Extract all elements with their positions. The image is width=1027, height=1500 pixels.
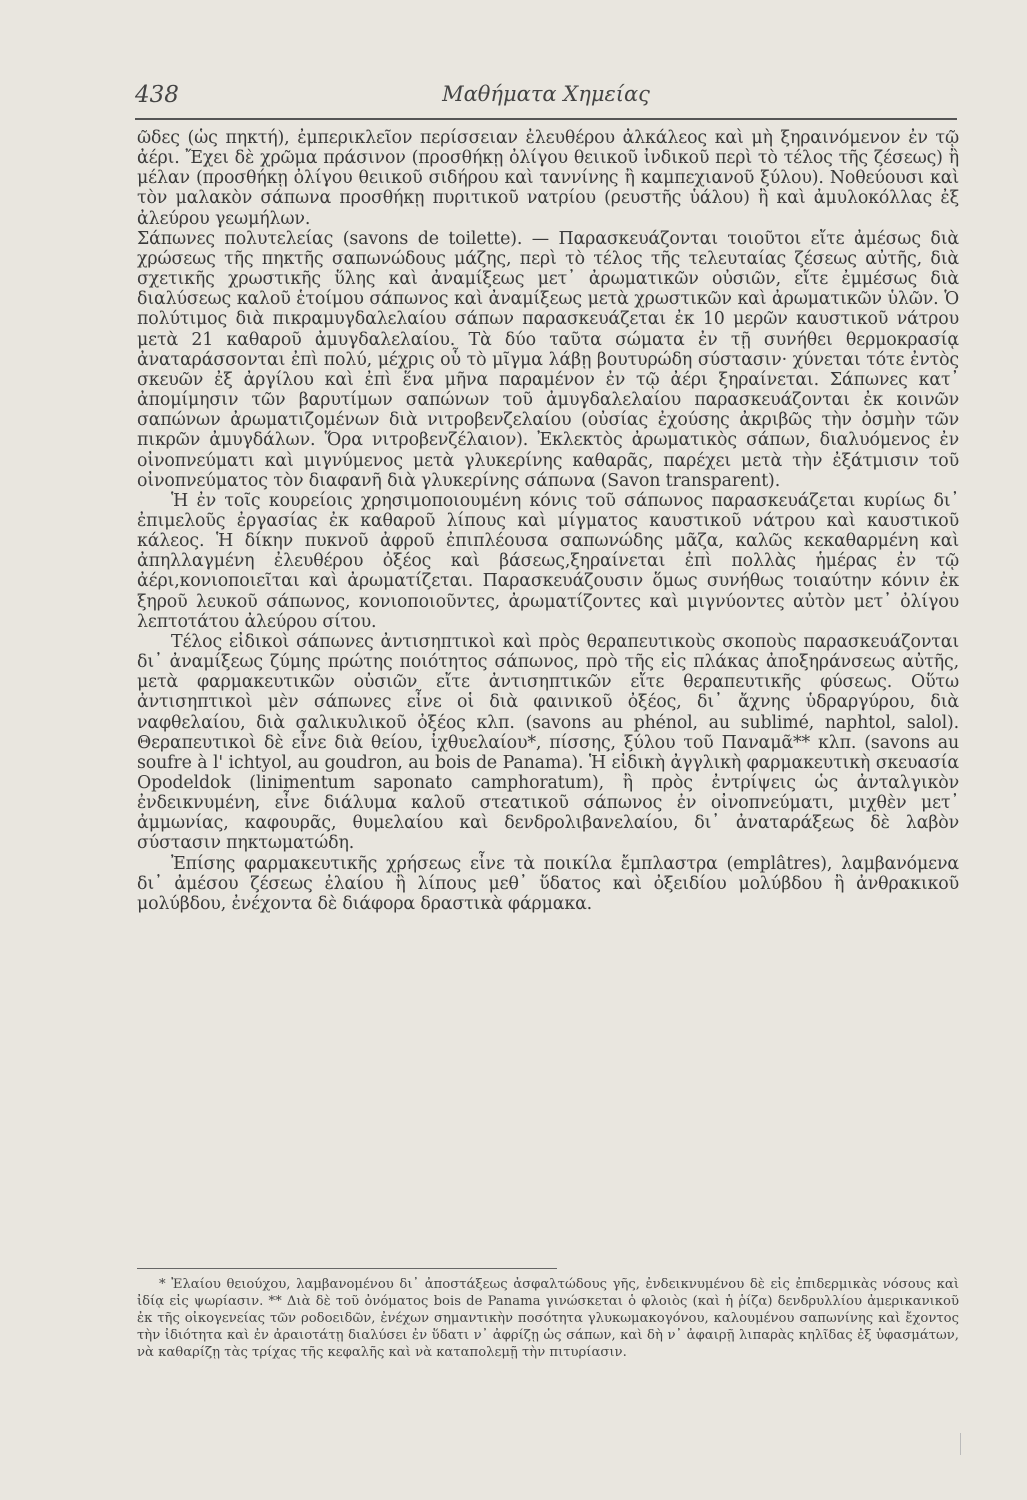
page-header — [135, 82, 957, 116]
page-number: 438 — [135, 82, 179, 108]
header-rule — [135, 118, 957, 120]
footnote-rule — [137, 1268, 557, 1269]
paragraph: Τέλος εἰδικοὶ σάπωνες ἀντισηπτικοὶ καὶ πρὸς θεραπευτικοὺς σκοποὺς παρασκευάζονται δι᾽ ἀναμίξεως ζύμης πρώτης ποιότητος σάπωνος, πρὸ τῆς εἰς πλάκας ἀποξηράνσεως αὐτῆς, μετὰ φαρμακευτικῶν οὐσιῶν εἴτε ἀντισηπτικῶν εἴτε θεραπευτικῆς φύσεως. Οὕτω ἀντισηπτικοὶ μὲν σάπωνες εἶνε οἱ διὰ φαινικοῦ ὀξέος, δι᾽ ἄχνης ὑδραργύρου, διὰ ναφθελαίου, διὰ σαλικυλικοῦ ὀξέος κλπ. (savons au phénol, au sublimé, naphtol, salol). Θεραπευτικοὶ δὲ εἶνε διὰ θείου, ἰχθυελαίου*, πίσσης, ξύλου τοῦ Παναμᾶ** κλπ. (savons au soufre à l' ichtyol, au goudron, au bois de Panama). Ἡ εἰδικὴ ἀγγλικὴ φαρμακευτικὴ σκευασία Opodeldok (linimentum saponato camphoratum), ἢ πρὸς ἐντρίψεις ὡς ἀνταλγικὸν ἐνδεικνυμένη, εἶνε διάλυμα καλοῦ στεατικοῦ σάπωνος ἐν οἰνοπνεύματι, μιχθὲν μετ᾽ ἀμμωνίας, καφουρᾶς, θυμελαίου καὶ δενδρολιβανελαίου, δι᾽ ἀναταράξεως δὲ λαβὸν σύστασιν πηκτωματώδη. — [137, 631, 959, 854]
paragraph: Σάπωνες πολυτελείας (savons de toilette). — Παρασκευάζονται τοιοῦτοι εἴτε ἀμέσως διὰ χρώσεως τῆς πηκτῆς σαπωνώδους μάζης, περὶ τὸ τέλος τῆς τελευταίας ζέσεως αὐτῆς, διὰ σχετικῆς χρωστικῆς ὕλης καὶ ἀναμίξεως μετ᾽ ἀρωματικῶν οὐσιῶν, εἴτε ἐμμέσως διὰ διαλύσεως καλοῦ ἑτοίμου σάπωνος καὶ ἀναμίξεως μετὰ χρωστικῶν καὶ ἀρωματικῶν ὑλῶν. Ὁ πολύτιμος διὰ πικραμυγδαλελαίου σάπων παρασκευάζεται ἐκ 10 μερῶν καυστικοῦ νάτρου μετὰ 21 καθαροῦ ἀμυγδαλελαίου. Τὰ δύο ταῦτα σώματα ἐν τῇ συνήθει θερμοκρασίᾳ ἀναταράσσονται ἐπὶ πολύ, μέχρις οὗ τὸ μῖγμα λάβῃ βουτυρώδη σύστασιν· χύνεται τότε ἐντὸς σκευῶν ἐξ ἀργίλου καὶ ἐπὶ ἕνα μῆνα παραμένον ἐν τῷ ἀέρι ξηραίνεται. Σάπωνες κατ᾽ ἀπομίμησιν τῶν βαρυτίμων σαπώνων τοῦ ἀμυγδαλελαίου παρασκευάζονται ἐκ κοινῶν σαπώνων ἀρωματιζομένων διὰ νιτροβενζελαίου (οὐσίας ἐχούσης ἀκριβῶς τὴν ὀσμὴν τῶν πικρῶν ἀμυγδάλων. Ὅρα νιτροβενζέλαιον). Ἐκλεκτὸς ἀρωματικὸς σάπων, διαλυόμενος ἐν οἰνοπνεύματι καὶ μιγνύμενος μετὰ γλυκερίνης καθαρᾶς, παρέχει μετὰ τὴν ἐξάτμισιν τοῦ οἰνοπνεύματος τὸν διαφανῆ διὰ γλυκερίνης σάπωνα (Savon transparent). — [137, 228, 959, 491]
footnote-text: * Ἐλαίου θειούχου, λαμβανομένου δι᾽ ἀποστάξεως ἀσφαλτώδους γῆς, ἐνδεικνυμένου δὲ εἰς ἐπιδερμικὰς νόσους καὶ ἰδίᾳ εἰς ψωρίασιν. ** Διὰ δὲ τοῦ ὀνόματος bois de Panama γινώσκεται ὁ φλοιὸς (καὶ ἡ ῥίζα) δενδρυλλίου ἀμερικανικοῦ ἐκ τῆς οἰκογενείας τῶν ροδοειδῶν, ἐνέχων σημαντικὴν ποσότητα γλυκωμακογόνου, καλουμένου σαπωνίνης καὶ ἔχοντος τὴν ἰδιότητα καὶ ἐν ἀραιοτάτῃ διαλύσει ἐν ὕδατι ν᾽ ἀφρίζῃ ὡς σάπων, καὶ δὴ ν᾽ ἀφαιρῇ λιπαρὰς κηλῖδας ἐξ ὑφασμάτων, νὰ καθαρίζῃ τὰς τρίχας τῆς κεφαλῆς καὶ νὰ καταπολεμῇ τὴν πιτυρίασιν. — [137, 1277, 959, 1361]
paragraph: Ἡ ἐν τοῖς κουρείοις χρησιμοποιουμένη κόνις τοῦ σάπωνος παρασκευάζεται κυρίως δι᾽ ἐπιμελοῦς ἐργασίας ἐκ καθαροῦ λίπους καὶ μίγματος καυστικοῦ νάτρου καὶ καυστικοῦ κάλεος. Ἡ δίκην πυκνοῦ ἀφροῦ ἐπιπλέουσα σαπωνώδης μᾶζα, καλῶς κεκαθαρμένη καὶ ἀπηλλαγμένη ἐλευθέρου ὀξέος καὶ βάσεως,ξηραίνεται ἐπὶ πολλὰς ἡμέρας ἐν τῷ ἀέρι,κονιοποιεῖται καὶ ἀρωματίζεται. Παρασκευάζουσιν ὅμως συνήθως τοιαύτην κόνιν ἐκ ξηροῦ λευκοῦ σάπωνος, κονιοποιοῦντες, ἀρωματίζοντες καὶ μιγνύοντες αὐτὸν μετ᾽ ὀλίγου λεπτοτάτου ἀλεύρου σίτου. — [137, 490, 959, 632]
paragraph: ῶδες (ὡς πηκτή), ἐμπερικλεῖον περίσσειαν ἐλευθέρου ἀλκάλεος καὶ μὴ ξηραινόμενον ἐν τῷ ἀέρι. Ἔχει δὲ χρῶμα πράσινον (προσθήκῃ ὀλίγου θειικοῦ ἰνδικοῦ περὶ τὸ τέλος τῆς ζέσεως) ἢ μέλαν (προσθήκῃ ὀλίγου θειικοῦ σιδήρου καὶ ταννίνης ἢ καμπεχιανοῦ ξύλου). Νοθεύουσι καὶ τὸν μαλακὸν σάπωνα προσθήκῃ πυριτικοῦ νατρίου (ρευστῆς ὑάλου) ἢ καὶ ἀμυλοκόλλας ἐξ ἀλεύρου γεωμήλων. — [137, 128, 959, 229]
running-head: Μαθήματα Χημείας — [442, 82, 650, 106]
page-mark — [960, 1433, 961, 1455]
footnote — [137, 1276, 959, 1361]
body-text — [137, 128, 959, 914]
paragraph: Ἐπίσης φαρμακευτικῆς χρήσεως εἶνε τὰ ποικίλα ἔμπλαστρα (emplâtres), λαμβανόμενα δι᾽ ἀμέσου ζέσεως ἐλαίου ἢ λίπους μεθ᾽ ὕδατος καὶ ὀξειδίου μολύβδου ἢ ἀνθρακικοῦ μολύβδου, ἐνέχοντα δὲ διάφορα δραστικὰ φάρμακα. — [137, 853, 959, 914]
